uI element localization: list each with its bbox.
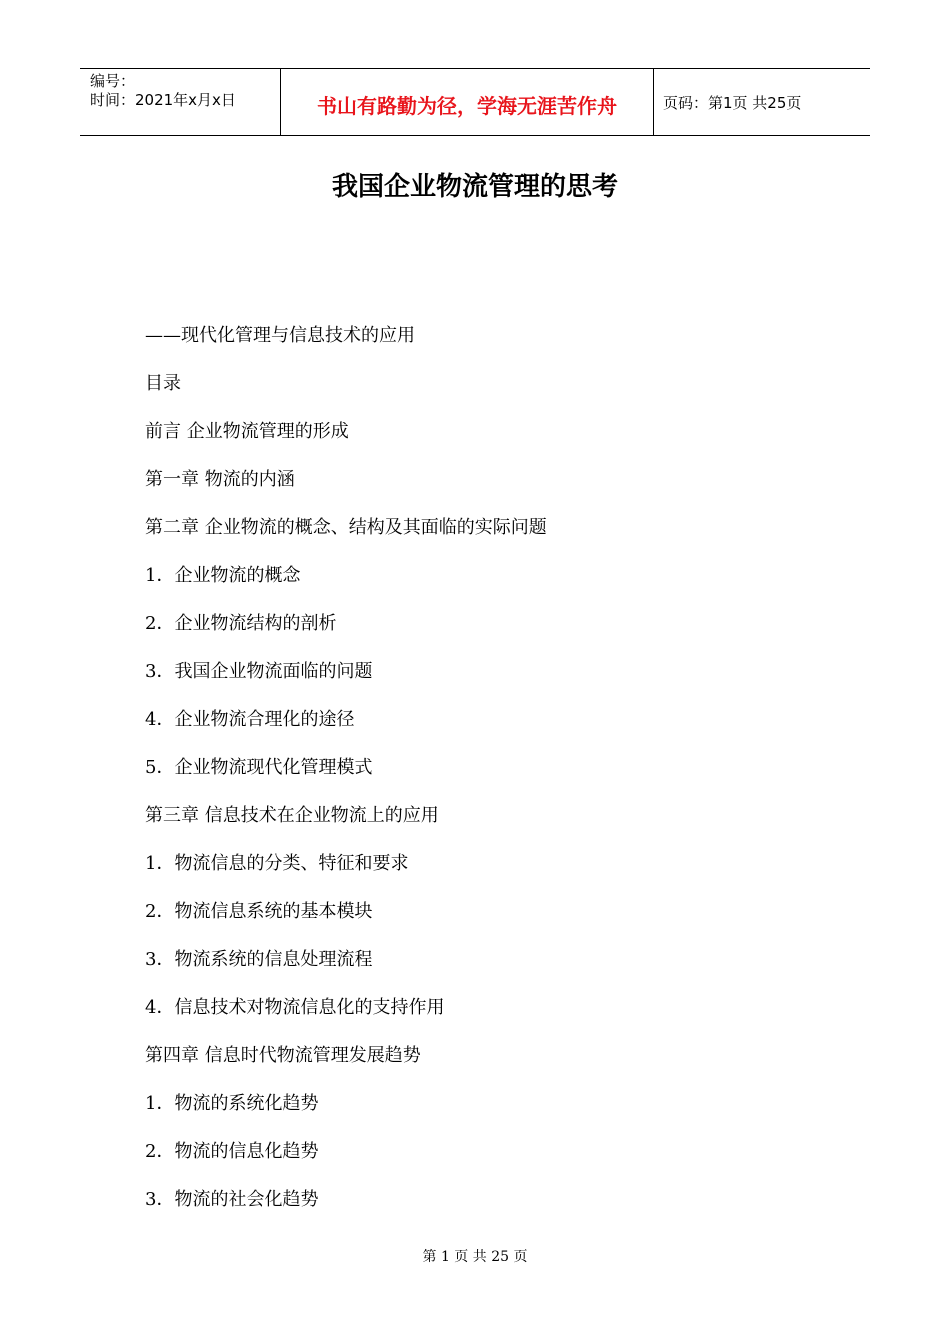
toc-line: 5．企业物流现代化管理模式 [145, 757, 373, 778]
toc-line: ——现代化管理与信息技术的应用 [145, 325, 415, 346]
table-of-contents [145, 322, 547, 1234]
toc-line: 1．物流信息的分类、特征和要求 [145, 853, 409, 874]
toc-line: 1．企业物流的概念 [145, 565, 301, 586]
header-motto-cell [281, 69, 654, 135]
document-title: 我国企业物流管理的思考 [331, 172, 618, 202]
toc-line: 第三章 信息技术在企业物流上的应用 [145, 805, 439, 826]
toc-line: 第四章 信息时代物流管理发展趋势 [145, 1045, 421, 1066]
toc-line: 1．物流的系统化趋势 [145, 1093, 319, 1114]
toc-line: 3．我国企业物流面临的问题 [145, 661, 373, 682]
serial-number-label: 编号： [90, 72, 136, 90]
toc-line: 前言 企业物流管理的形成 [145, 421, 349, 442]
toc-line: 3．物流的社会化趋势 [145, 1189, 319, 1210]
toc-line: 2．企业物流结构的剖析 [145, 613, 337, 634]
toc-line: 4．企业物流合理化的途径 [145, 709, 355, 730]
header-page-info: 页码：第1页 共25页 [663, 93, 802, 112]
toc-line: 第二章 企业物流的概念、结构及其面临的实际问题 [145, 517, 547, 538]
toc-line: 2．物流信息系统的基本模块 [145, 901, 373, 922]
document-header [80, 68, 870, 136]
toc-line: 4．信息技术对物流信息化的支持作用 [145, 997, 445, 1018]
toc-line: 3．物流系统的信息处理流程 [145, 949, 373, 970]
page-footer: 第 1 页 共 25 页 [422, 1249, 528, 1265]
toc-line: 2．物流的信息化趋势 [145, 1141, 319, 1162]
motto-text: 书山有路勤为径，学海无涯苦作舟 [317, 93, 617, 118]
date-label: 时间：2021年x月x日 [90, 91, 236, 109]
toc-line: 目录 [145, 373, 181, 394]
header-page-cell [654, 69, 870, 135]
toc-line: 第一章 物流的内涵 [145, 469, 295, 490]
header-meta-cell [80, 69, 281, 135]
